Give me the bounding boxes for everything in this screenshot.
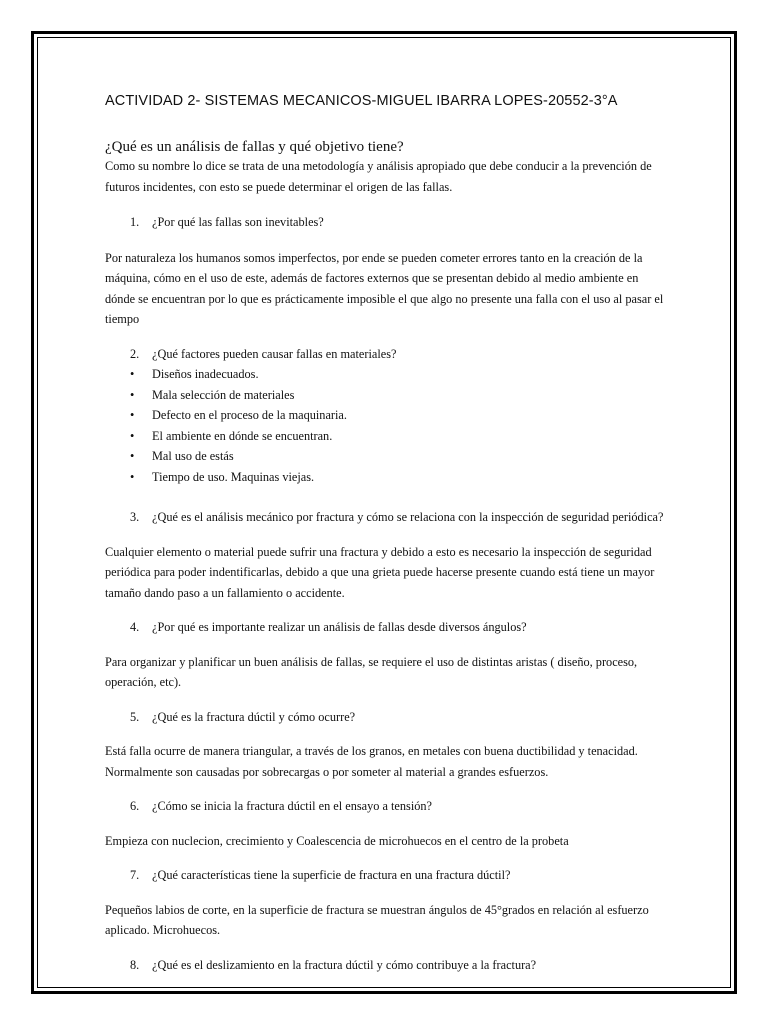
list-item: • El ambiente en dónde se encuentran. (105, 426, 665, 447)
answer-4: Para organizar y planificar un buen análisis de fallas, se requiere el uso de distintas aristas ( diseño, proceso, operación, etc). (105, 654, 638, 689)
question-5-text: ¿Qué es la fractura dúctil y cómo ocurre? (152, 709, 356, 724)
question-8-text: ¿Qué es el deslizamiento en la fractura dúctil y cómo contribuye a la fractura? (152, 957, 537, 972)
list-item: • Defecto en el proceso de la maquinaria. (105, 405, 665, 426)
list-item: • Tiempo de uso. Maquinas viejas. (105, 467, 665, 488)
question-7-number: 7. (130, 868, 140, 882)
bullet-icon: • (130, 367, 135, 381)
question-5-number: 5. (130, 709, 140, 724)
bullet-icon: • (130, 408, 135, 422)
bullet-icon: • (130, 469, 135, 484)
intro-answer: Como su nombre lo dice se trata de una metodología y análisis apropiado que debe conducir a la prevención de futuros incidentes, con esto se puede determinar el origen de las fallas. (105, 159, 652, 194)
answer-3: Cualquier elemento o material puede sufrir una fractura y debido a esto es necesario la inspección de seguridad periódica para poder indentificarlas, debido a que una grieta puede hacerse presente cuando está tiene un mayor tamaño dando paso a un fallamiento o accidente. (105, 544, 655, 600)
question-2-text: ¿Qué factores pueden causar fallas en materiales? (152, 346, 397, 361)
answer-6: Empieza con nuclecion, crecimiento y Coalescencia de microhuecos en el centro de la probeta (105, 833, 569, 848)
answer-5: Está falla ocurre de manera triangular, a través de los granos, en metales con buena ductibilidad y tenacidad. Normalmente son causadas por sobrecargas o por someter al material a grandes esfuerzos. (105, 744, 638, 779)
bullet-icon: • (130, 387, 135, 402)
question-1 (105, 212, 665, 233)
list-item: • Diseños inadecuados. (105, 364, 665, 385)
list-item: • Mala selección de materiales (105, 385, 665, 406)
question-2-number: 2. (130, 346, 140, 361)
question-1-number: 1. (130, 215, 140, 229)
question-8 (105, 955, 665, 976)
question-6-number: 6. (130, 799, 140, 813)
question-7-text: ¿Qué características tiene la superficie de fractura en una fractura dúctil? (152, 868, 511, 882)
bullet-icon: • (130, 449, 135, 463)
question-4-text: ¿Por qué es importante realizar un análisis de fallas desde diversos ángulos? (152, 620, 527, 634)
question-6 (105, 796, 665, 817)
question-4 (105, 617, 665, 638)
document-body (105, 92, 665, 975)
document-title: ACTIVIDAD 2- SISTEMAS MECANICOS-MIGUEL IBARRA LOPES-20552-3°A (105, 93, 618, 109)
list-item: • Mal uso de estás (105, 446, 665, 467)
question-3-number: 3. (130, 510, 140, 524)
answer-7: Pequeños labios de corte, en la superficie de fractura se muestran ángulos de 45°grados en relación al esfuerzo aplicado. Microhuecos. (105, 902, 649, 937)
question-4-number: 4. (130, 620, 140, 634)
answer-1: Por naturaleza los humanos somos imperfectos, por ende se pueden cometer errores tanto en la creación de la máquina, cómo en el uso de este, además de factores externos que se presentan debido al medio ambiente en dónde se encuentran por lo que es prácticamente imposible el que algo no presente una falla con el uso al pasar el tiempo (105, 250, 664, 326)
question-2 (105, 344, 665, 365)
factors-list (105, 364, 665, 487)
question-3 (105, 507, 665, 528)
question-6-text: ¿Cómo se inicia la fractura dúctil en el ensayo a tensión? (152, 799, 432, 813)
question-8-number: 8. (130, 957, 140, 972)
bullet-icon: • (130, 428, 135, 443)
question-1-text: ¿Por qué las fallas son inevitables? (152, 215, 324, 229)
question-7 (105, 865, 665, 886)
question-5 (105, 707, 665, 728)
intro-question: ¿Qué es un análisis de fallas y qué objetivo tiene? (105, 139, 404, 155)
question-3-text: ¿Qué es el análisis mecánico por fractura y cómo se relaciona con la inspección de seguridad periódica? (152, 510, 664, 524)
